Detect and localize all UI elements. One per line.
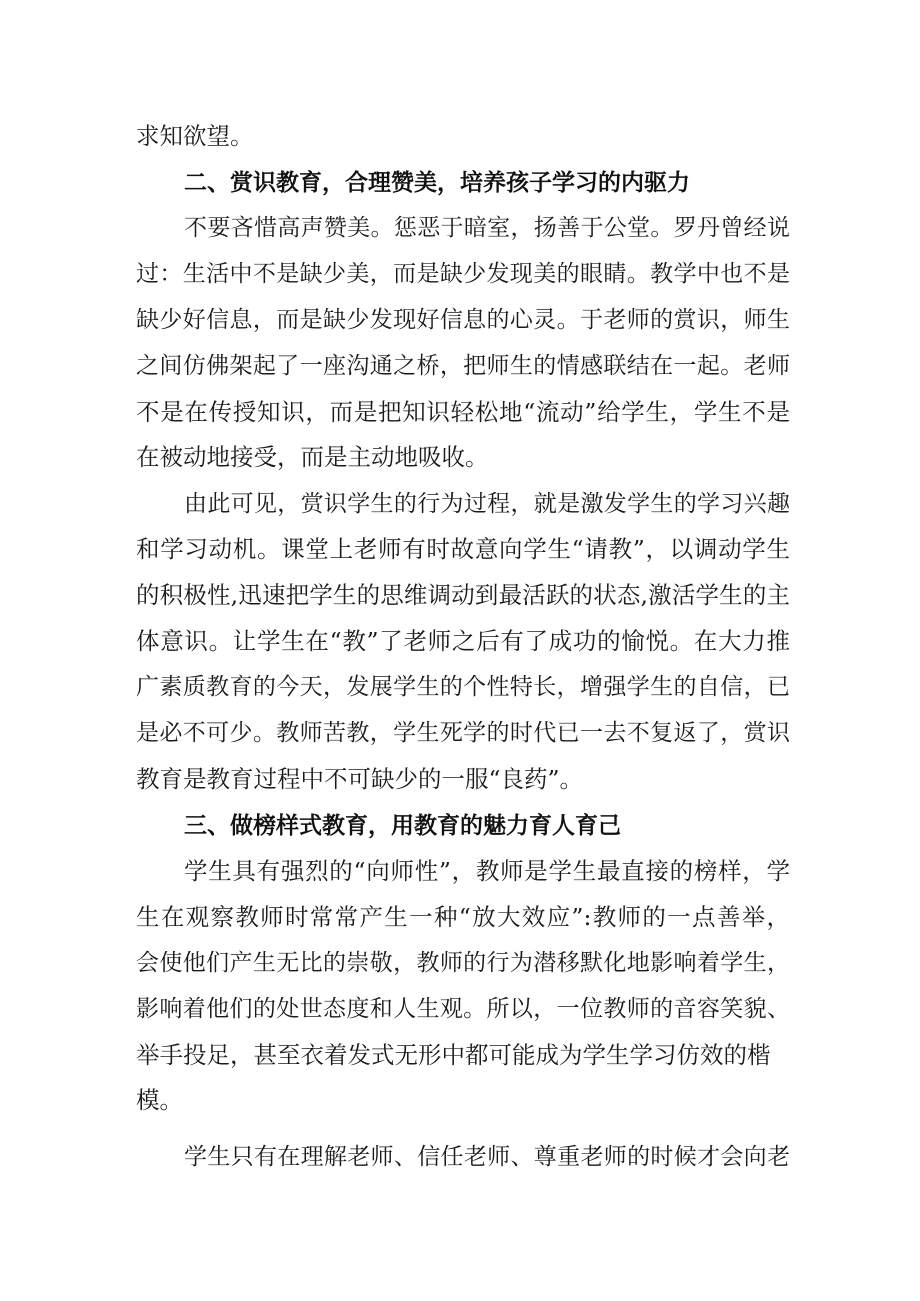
- paragraph-line: 会使他们产生无比的崇敬，教师的行为潜移默化地影响着学生，: [136, 950, 790, 976]
- paragraph-line: 教育是教育过程中不可缺少的一服“良药”。: [136, 765, 584, 793]
- paragraph-line: 生在观察教师时常常产生一种“放大效应”:教师的一点善举，: [136, 903, 790, 931]
- paragraph-line: 的积极性,迅速把学生的思维调动到最活跃的状态,激活学生的主: [136, 581, 790, 609]
- paragraph-line: 之间仿佛架起了一座沟通之桥，把师生的情感联结在一起。老师: [136, 353, 790, 379]
- paragraph-line: 过：生活中不是缺少美，而是缺少发现美的眼睛。教学中也不是: [136, 261, 790, 287]
- paragraph-line: 在被动地接受，而是主动地吸收。: [136, 443, 489, 471]
- paragraph-line: 不要吝惜高声赞美。惩恶于暗室，扬善于公堂。罗丹曾经说: [184, 215, 790, 241]
- paragraph-line: 和学习动机。课堂上老师有时故意向学生“请教”，以调动学生: [136, 535, 790, 563]
- paragraph-line: 举手投足，甚至衣着发式无形中都可能成为学生学习仿效的楷: [136, 1041, 771, 1069]
- paragraph-line: 不是在传授知识，而是把知识轻松地“流动”给学生，学生不是: [136, 398, 790, 426]
- paragraph-line: 缺少好信息，而是缺少发现好信息的心灵。于老师的赏识，师生: [136, 307, 790, 333]
- paragraph-line: 是必不可少。教师苦教，学生死学的时代已一去不复返了，赏识: [136, 720, 790, 746]
- section-heading: 二、赏识教育，合理赞美，培养孩子学习的内驱力: [184, 170, 690, 196]
- paragraph-line: 广素质教育的今天，发展学生的个性特长，增强学生的自信，已: [136, 674, 790, 700]
- paragraph-line: 学生具有强烈的“向师性”，教师是学生最直接的榜样，学: [184, 857, 790, 885]
- paragraph-line: 影响着他们的处世态度和人生观。所以，一位教师的音容笑貌、: [136, 996, 790, 1022]
- paragraph-line: 学生只有在理解老师、信任老师、尊重老师的时候才会向老: [184, 1144, 790, 1170]
- paragraph-line: 由此可见，赏识学生的行为过程，就是激发学生的学习兴趣: [184, 491, 790, 517]
- paragraph-line: 求知欲望。: [136, 122, 254, 150]
- paragraph-line: 体意识。让学生在“教”了老师之后有了成功的愉悦。在大力推: [136, 627, 790, 655]
- section-heading: 三、做榜样式教育，用教育的魅力育人育己: [184, 813, 621, 839]
- paragraph-line: 模。: [136, 1086, 183, 1114]
